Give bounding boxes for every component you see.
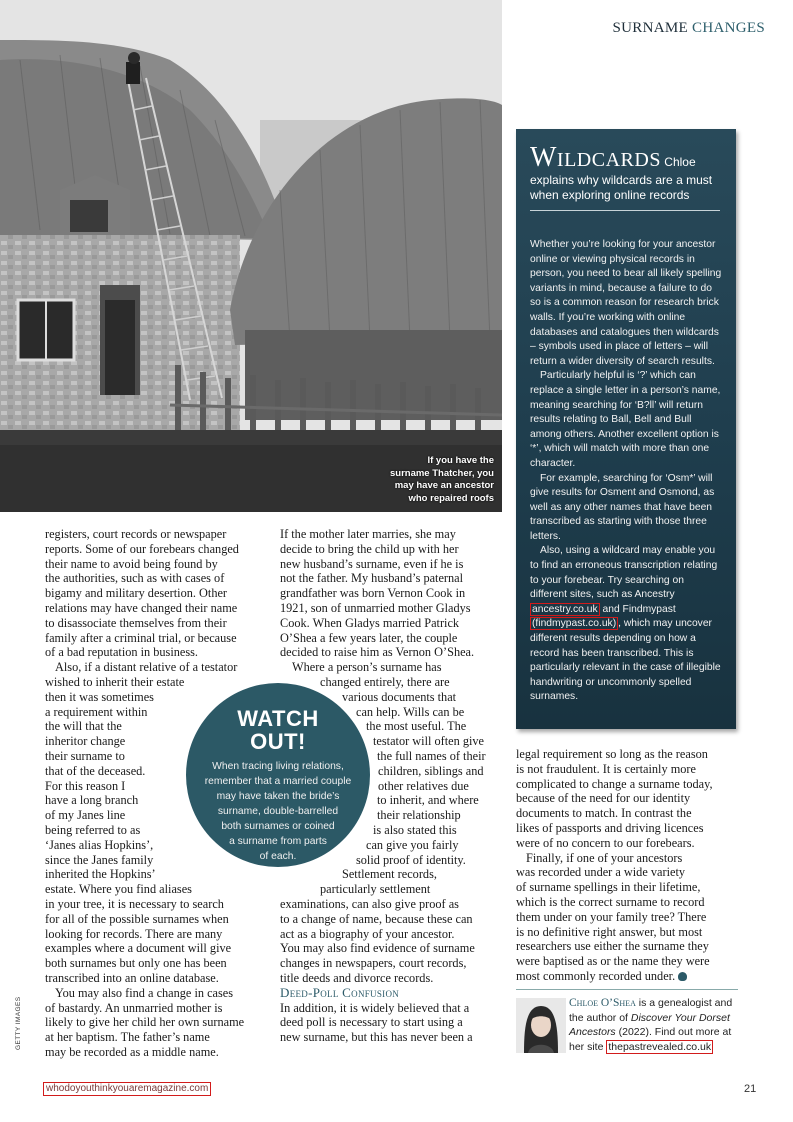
author-book-title: Discover Your Dorset Ancestors bbox=[569, 1011, 730, 1039]
text-line: is not fraudulent. It is certainly more bbox=[516, 761, 696, 776]
text-line: is no definitive right answer, but most bbox=[516, 924, 703, 939]
text-line: for all of the possible surnames when bbox=[45, 911, 229, 926]
text-line: ‘Janes alias Hopkins’, bbox=[45, 837, 154, 852]
text-line: of surname spellings in their lifetime, bbox=[516, 880, 701, 895]
author-photo bbox=[516, 998, 566, 1053]
text-line: can give you fairly bbox=[366, 837, 459, 852]
text-line: transcribed into an online database. bbox=[45, 970, 219, 985]
author-site-link[interactable]: thepastrevealed.co.uk bbox=[608, 1040, 712, 1053]
ancestry-link[interactable]: ancestry.co.uk bbox=[532, 603, 598, 615]
text-line: looking for records. There are many bbox=[45, 926, 223, 941]
text-line: the authorities, such as with cases of bbox=[45, 571, 225, 586]
watch-out-line: surname, double-barrelled bbox=[217, 806, 339, 817]
wildcards-paragraph: Whether you’re looking for your ancestor online or viewing physical records in person, you need to bear all likely spelling variants in mind, because a failure to do so is a common reason for research brick walls. If you’re working with online databases and catalogues then wildcards – symbols used in place of letters – will return a wider diversity of search results. bbox=[530, 239, 722, 367]
text-line: other relatives due bbox=[378, 778, 469, 793]
wildcards-intro-first: Chloe bbox=[664, 155, 696, 169]
text-line: grandfather was born Vernon Cook in bbox=[280, 586, 466, 601]
text-line: may be recorded as a middle name. bbox=[45, 1044, 219, 1059]
text-line: the will that the bbox=[45, 719, 122, 734]
deed-poll-subheading: Deed-Poll Confusion bbox=[280, 984, 400, 1000]
author-bio bbox=[569, 996, 739, 1054]
text-line: deed poll is necessary to start using a bbox=[280, 1015, 463, 1030]
text-line: decided to raise him as Vernon O’Shea. bbox=[280, 645, 475, 660]
wildcards-p4-end: , which may uncover different results depending on how a record has been transcribed. This is particularly relevant in the case of illegible handwriting or uncommonly spelled surnames. bbox=[530, 618, 721, 703]
watch-out-line: When tracing living relations, bbox=[212, 761, 344, 772]
author-name: Chloe O’Shea bbox=[569, 997, 636, 1009]
text-line: examinations, can also give proof as bbox=[280, 896, 459, 911]
text-line: them under on your family tree? There bbox=[516, 909, 707, 924]
col1-paragraph-1 bbox=[45, 527, 270, 660]
text-line: inheritor change bbox=[45, 734, 126, 749]
text-line: estate. Where you find aliases bbox=[45, 882, 192, 897]
photo-illustration bbox=[0, 0, 502, 512]
text-line: For this reason I bbox=[45, 778, 126, 793]
text-line: being referred to as bbox=[45, 822, 141, 837]
wildcards-body bbox=[530, 238, 722, 705]
text-line: In addition, it is widely believed that a bbox=[280, 1000, 470, 1015]
text-line: researchers use either the surname they bbox=[516, 939, 709, 954]
page-number: 21 bbox=[744, 1083, 757, 1095]
text-line: registers, court records or newspaper bbox=[45, 527, 227, 541]
text-line: new surname, but this has never been a bbox=[280, 1030, 473, 1045]
text-line: decide to bring the child up with her bbox=[280, 541, 459, 556]
caption-line: If you have the bbox=[427, 455, 494, 466]
text-line: new husband’s surname, even if he is bbox=[280, 556, 464, 571]
text-line: Cook. When Gladys married Patrick bbox=[280, 615, 460, 630]
text-line: of my Janes line bbox=[45, 808, 126, 823]
text-line: have a long branch bbox=[45, 793, 139, 808]
text-line: You may also find a change in cases bbox=[55, 985, 234, 1000]
article-column-3 bbox=[516, 747, 748, 984]
text-line: changed entirely, there are bbox=[320, 674, 450, 689]
photo-caption bbox=[314, 455, 494, 505]
text-line: at her baptism. The father’s name bbox=[45, 1030, 210, 1045]
text-line: Finally, if one of your ancestors bbox=[526, 850, 683, 865]
findmypast-link[interactable]: (findmypast.co.uk) bbox=[532, 618, 617, 630]
text-line: legal requirement so long as the reason bbox=[516, 747, 708, 761]
text-line: inherited the Hopkins’ bbox=[45, 867, 156, 882]
text-line: changes in newspapers, court records, bbox=[280, 956, 467, 971]
text-line: can help. Wills can be bbox=[356, 704, 465, 719]
col2-paragraph-1 bbox=[280, 527, 505, 660]
text-line: family after a criminal trial, or because bbox=[45, 630, 237, 645]
photo-credit: GETTY IMAGES bbox=[15, 996, 22, 1050]
text-line: their surname to bbox=[45, 748, 125, 763]
text-line: their relationship bbox=[377, 808, 461, 823]
text-line: then it was sometimes bbox=[45, 689, 154, 704]
bio-divider bbox=[516, 989, 738, 990]
text-line: Also, if a distant relative of a testator bbox=[55, 660, 238, 675]
text-line: to inherit, and where bbox=[377, 793, 479, 808]
text-line: solid proof of identity. bbox=[356, 852, 466, 867]
watch-out-line: remember that a married couple bbox=[204, 776, 352, 787]
watch-out-body bbox=[193, 759, 363, 864]
text-line: both surnames but only one has been bbox=[45, 956, 227, 971]
caption-line: surname Thatcher, you bbox=[389, 467, 494, 479]
text-line: various documents that bbox=[342, 689, 457, 704]
watch-out-line: a surname from parts bbox=[229, 836, 327, 847]
text-line: bigamy and military desertion. Other bbox=[45, 586, 228, 601]
text-line: the most useful. The bbox=[366, 719, 467, 734]
watch-out-line: may have taken the bride’s bbox=[216, 791, 340, 802]
section-header-part1: SURNAME bbox=[612, 20, 688, 36]
section-header bbox=[613, 20, 765, 37]
text-line: If the mother later marries, she may bbox=[280, 527, 456, 541]
watch-out-line: both surnames or coined bbox=[221, 821, 335, 832]
section-header-part2: CHANGES bbox=[692, 20, 765, 36]
wildcards-heading bbox=[530, 143, 722, 173]
col3-paragraph-1 bbox=[516, 747, 748, 851]
text-line: in your tree, it is necessary to search bbox=[45, 896, 224, 911]
text-line: examples where a document will give bbox=[45, 941, 232, 956]
text-line: were baptised as or the name they were bbox=[516, 954, 710, 969]
text-line: the full names of their bbox=[377, 748, 486, 763]
watch-out-title-line: WATCH bbox=[237, 706, 319, 731]
text-line: particularly settlement bbox=[320, 882, 431, 897]
wildcards-intro bbox=[530, 173, 722, 202]
watch-out-line: of each. bbox=[259, 851, 297, 862]
caption-line: who repaired roofs bbox=[408, 492, 494, 504]
text-line: to disassociate themselves from their bbox=[45, 615, 227, 630]
text-line: act as a biography of your ancestor. bbox=[280, 926, 455, 941]
wildcards-intro-line: when exploring online records bbox=[530, 187, 690, 202]
text-line: to a change of name, because these can bbox=[280, 911, 473, 926]
text-line-end: most commonly recorded under. bbox=[516, 968, 676, 983]
text-line: is also stated this bbox=[373, 822, 457, 837]
text-line: Where a person’s surname has bbox=[292, 660, 442, 675]
text-line: since the Janes family bbox=[45, 852, 154, 867]
author-text-2: (2022). Find out more at her site bbox=[569, 1026, 732, 1053]
wildcards-intro-line: explains why wildcards are a must bbox=[530, 173, 713, 187]
text-line: Settlement records, bbox=[342, 867, 437, 882]
text-line: because of the need for our identity bbox=[516, 791, 691, 806]
caption-line: may have an ancestor bbox=[394, 480, 494, 491]
watch-out-title-line: OUT! bbox=[250, 729, 306, 754]
author-portrait-icon bbox=[516, 998, 566, 1053]
wildcards-box bbox=[516, 129, 736, 729]
text-line: of a bad reputation in business. bbox=[45, 645, 198, 660]
wildcards-paragraph: For example, searching for ‘Osm*’ will give results for Osment and Osmond, as well as any other names that have been transcribed as starting with those three letters. bbox=[530, 472, 715, 542]
text-line: title deeds and divorce records. bbox=[280, 970, 434, 985]
watch-out-callout bbox=[186, 683, 370, 867]
text-line: their name to avoid being found by bbox=[45, 556, 218, 571]
text-line: wished to inherit their estate bbox=[45, 674, 185, 689]
text-line: reports. Some of our forebears changed bbox=[45, 541, 239, 556]
col2-paragraph-3 bbox=[280, 1001, 505, 1045]
magazine-url-link[interactable]: whodoyouthinkyouaremagazine.com bbox=[43, 1082, 211, 1096]
text-line: O’Shea a few years later, the couple bbox=[280, 630, 458, 645]
wildcards-paragraph: Particularly helpful is ‘?’ which can replace a single letter in a person’s name, meaning searching for ‘B?ll’ will return results relating to Ball, Bell and Bull among others. Another excellent option is ‘*’, which will match with more than one character. bbox=[530, 370, 721, 469]
text-line: 1921, son of unmarried mother Gladys bbox=[280, 600, 471, 615]
author-text-1: is a genealogist and the author of bbox=[569, 997, 733, 1024]
wildcards-paragraph bbox=[530, 544, 722, 705]
text-line bbox=[516, 969, 748, 984]
text-line: which is the correct surname to record bbox=[516, 894, 705, 909]
text-line: You may also find evidence of surname bbox=[280, 941, 475, 956]
wildcards-p4-start: Also, using a wildcard may enable you to find an erroneous transcription relating to your forebear. Try searching on different sites, such as Ancestry bbox=[530, 545, 718, 601]
text-line: a requirement within bbox=[45, 704, 148, 719]
text-line: relations may have changed their name bbox=[45, 600, 238, 615]
text-line: documents to match. In contrast the bbox=[516, 806, 692, 821]
thatched-cottage-photo bbox=[0, 0, 502, 512]
text-line: not the father. My husband’s paternal bbox=[280, 571, 464, 586]
text-line: children, siblings and bbox=[378, 763, 484, 778]
watch-out-title bbox=[186, 707, 370, 753]
col3-paragraph-2 bbox=[516, 851, 748, 984]
text-line: that of the deceased. bbox=[45, 763, 146, 778]
text-line: was recorded under a wide variety bbox=[516, 865, 686, 880]
text-line: of bastardy. An unmarried mother is bbox=[45, 1000, 223, 1015]
col1-paragraph-3 bbox=[45, 986, 270, 1060]
end-of-article-icon bbox=[678, 972, 687, 981]
text-line: testator will often give bbox=[373, 734, 484, 749]
wildcards-title: Wildcards bbox=[530, 142, 661, 173]
text-line: complicated to change a surname today, bbox=[516, 776, 713, 791]
wildcards-divider bbox=[530, 210, 720, 211]
text-line: likely to give her child her own surname bbox=[45, 1015, 245, 1030]
text-line: were of no concern to our forebears. bbox=[516, 835, 695, 850]
wildcards-p4-mid: and Findmypast bbox=[602, 603, 676, 615]
text-line: likes of passports and driving licences bbox=[516, 820, 704, 835]
